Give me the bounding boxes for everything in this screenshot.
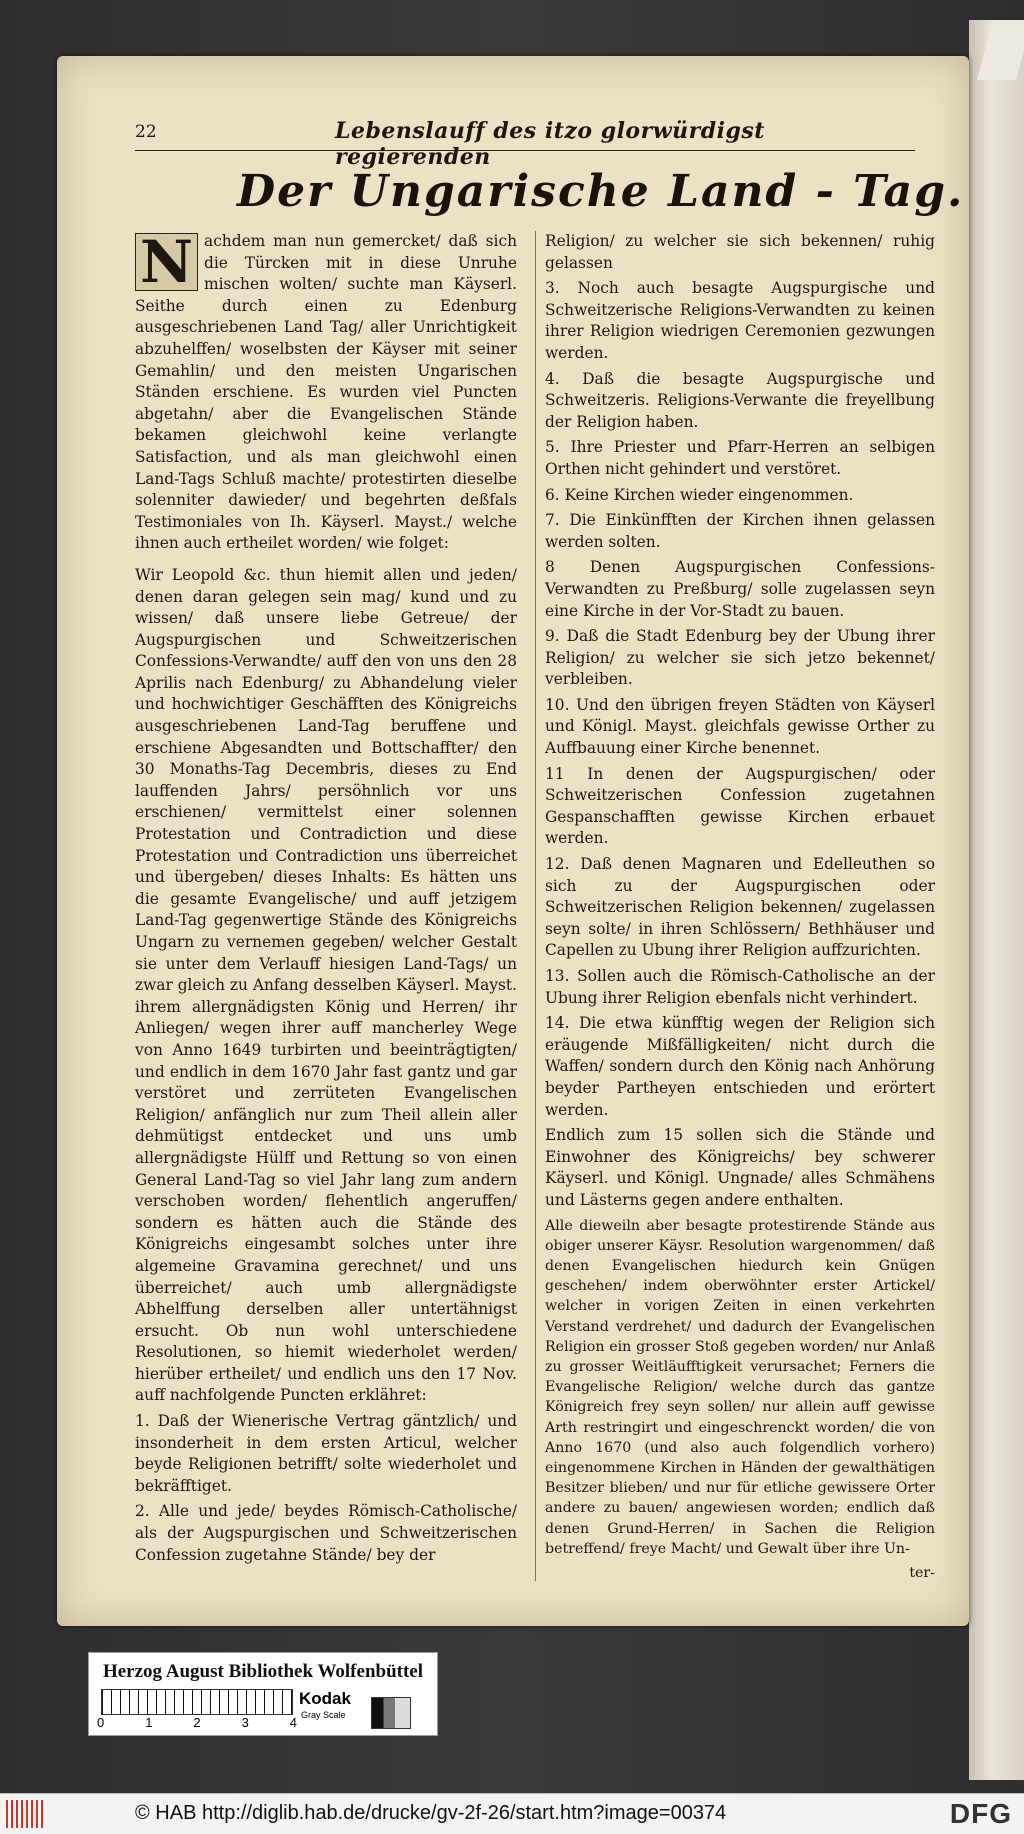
page-number: 22: [135, 122, 157, 142]
right-column: [545, 231, 935, 1587]
list-item: 14. Die etwa künfftig wegen der Religion sich eräugende Mißfälligkeiten/ nicht durch die Waffen/ sondern durch den König nach Anhörung beyder Partheyen entschieden und erörtert werden.: [545, 1014, 935, 1119]
list-item: 2. Alle und jede/ beydes Römisch-Catholische/ als der Augspurgischen und Schweitzerischen Confession zugetahne Stände/ bey der: [135, 1502, 517, 1564]
scanned-page: [57, 56, 969, 1626]
list-item: 8 Denen Augspurgischen Confessions-Verwandten zu Preßburg/ solle zugelassen seyn eine Kirche in der Vor-Stadt zu bauen.: [545, 558, 935, 620]
catchword: ter-: [909, 1564, 935, 1581]
ruler-number: 1: [145, 1715, 153, 1730]
ruler-number: 2: [193, 1715, 201, 1730]
list-item: 7. Die Einkünfften der Kirchen ihnen gelassen werden solten.: [545, 511, 935, 551]
list-item: 10. Und den übrigen freyen Städten von Käyserl und Königl. Mayst. gleichfals gewisse Orther zu Auffbauung einer Kirche benennet.: [545, 695, 935, 758]
list-item: 9. Daß die Stadt Edenburg bey der Ubung ihrer Religion/ zu welcher sie sich jetzo bekennet/ verbleiben.: [545, 627, 935, 689]
continuation-text: Religion/ zu welcher sie sich bekennen/ ruhig gelassen: [545, 232, 935, 272]
gray-scale-label: Gray Scale: [301, 1710, 346, 1720]
list-item: 4. Daß die besagte Augspurgische und Schweitzeris. Religions-Verwante die freyellbung der Religion haben.: [545, 369, 935, 431]
list-item: 11 In denen der Augspurgischen/ oder Schweitzerischen Confession zugetahnen Gespanschafften gewisse Kirchen erbauet werden.: [545, 764, 935, 848]
left-column: [135, 228, 518, 1570]
intro-paragraph: [135, 228, 517, 555]
ruler-number: 0: [97, 1715, 105, 1730]
list-item: 13. Sollen auch die Römisch-Catholische an der Ubung ihrer Religion ebenfals nicht verhindert.: [545, 967, 935, 1007]
ruler-numbers: [97, 1715, 297, 1730]
list-item: 12. Daß denen Magnaren und Edelleuthen so sich zu der Augspurgischen oder Schweitzerischen Religion bekennen/ zugelassen seyn solte/ in ihren Schlössern/ Bethhäuser und Capellen zu Ubung ihrer Religion auffzurichten.: [545, 855, 935, 960]
column-divider: [535, 231, 536, 1581]
color-calibration-plate: [88, 1652, 438, 1736]
hab-logo-icon: [6, 1800, 44, 1828]
list-item: 6. Keine Kirchen wieder eingenommen.: [545, 485, 854, 504]
dfg-logo: DFG: [949, 1798, 1012, 1829]
closing-paragraph: Endlich zum 15 sollen sich die Stände und Einwohner des Königreichs/ bey schwerer Käyserl. und Königl. Ungnade/ alles Schmähens und Lästerns gegen andere enthalten.: [545, 1126, 935, 1209]
gray-swatch: [371, 1697, 411, 1729]
edict-paragraph: [135, 565, 517, 1407]
ruler-scale: [101, 1689, 293, 1715]
chapter-title: Der Ungarische Land - Tag.: [237, 166, 965, 217]
intro-text: achdem man nun gemercket/ daß sich die Türcken mit in diese Unruhe mischen wolten/ suchte man Käyserl. Seithe durch einen zu Edenburg ausgeschriebenen Land Tag/ aller Unrichtigkeit abzuhelffen/ woselbsten der Käyser mit seiner Gemahlin/ und den meisten Ungarischen Ständen erschiene. Es wurden viel Puncten abgetahn/ aber die Evangelischen Stände bekamen gleichwohl keine verlangte Satisfaction, und als man gleichwohl einen Land-Tags Schluß machte/ protestirten dieselbe solenniter dawieder/ und begehrten deßfals Testimoniales von Ih. Käyserl. Mayst./ welche ihnen auch ertheilet worden/ wie folget:: [135, 232, 517, 553]
list-item: 5. Ihre Priester und Pfarr-Herren an selbigen Orthen nicht gehindert und verstöret.: [545, 438, 935, 478]
drop-cap-n: N: [135, 233, 198, 291]
small-print-paragraph: Alle dieweiln aber besagte protestirende Stände aus obiger unserer Käysr. Resolution wargenommen/ daß denen Evangelischen hiedurch kein Gnügen geschehen/ indem oberwöhnter erster Artickel/ welcher in vorigen Zeiten in einen verkehrten Verstand verdrehet/ und dadurch der Evangelischen Religion ein grosser Stoß gegeben worden/ nur Anlaß zu grosser Weitläufftigkeit verursachet; Ferners die Evangelische Religion/ welche durch das gantze Königreich frey seyn sollen/ nur allein auff gewisse Arth restringirt und eingeschrenckt worden/ die von Anno 1670 (und also auch folgendlich vorhero) eingenommene Kirchen in Händen der gewalthätigen Besitzer blieben/ und nur für etliche gewissere Orter andere zu bauen/ angewiesen worden; endlich daß denen Grund-Herren/ in Sachen die Religion betreffend/ freye Macht/ und Gewalt über ihre Un-: [545, 1217, 935, 1557]
list-item: 3. Noch auch besagte Augspurgische und Schweitzerische Religions-Verwandten zu keinen ihrer Religion wiedrigen Ceremonien gezwungen werden.: [545, 279, 935, 362]
copyright-link[interactable]: © HAB http://diglib.hab.de/drucke/gv-2f-26/start.htm?image=00374: [135, 1802, 727, 1824]
next-page-edge: [969, 20, 1024, 1780]
kodak-brand: Kodak: [299, 1689, 351, 1708]
page-header: [135, 116, 915, 170]
viewer-footer: [0, 1793, 1024, 1834]
ruler-number: 3: [241, 1715, 249, 1730]
plate-title: Herzog August Bibliothek Wolfenbüttel: [102, 1661, 424, 1682]
edict-text: Wir Leopold &c. thun hiemit allen und jeden/ denen daran gelegen sein mag/ kund und zu wissen/ daß unsere liebe Getreue/ der Augspurgischen und Schweitzerischen Confessions-Verwandte/ auff den von uns den 28 Aprilis nach Edenburg/ zu Abhandelung vieler und hochwichtiger Geschäfften des Königreichs ausgeschriebenen Land-Tag beruffene und erschiene Abgesandten und Bottschaffter/ den 30 Monaths-Tag Decembris, dieses zu End lauffenden Jahrs/ persöhnlich vor uns erschienen/ vermittelst einer solennen Protestation und Contradiction und diese Protestation und Contradiction uns überreichet und übergeben/ dieses Inhalts: Es hätten uns die gesamte Evangelische/ und auff jetzigem Land-Tag gegenwertige Stände des Königreichs Ungarn zu vernemen gegeben/ welcher Gestalt sie unter dem Verlauff hiesigen Land-Tags/ un zwar gleich zu Anfang desselben Käyserl. Mayst. ihrem allergnädigsten König und Herren/ ihr Anliegen/ wegen ihrer auff mancherley Wege von Anno 1649 turbirten und beeinträgtigten/ und endlich in dem 1670 Jahr fast gantz und gar verstöret und zerrüteten Evangelischen Religion/ anfänglich nur zum Theil allein aller dehmütigst entdecket und uns umb allergnädigste Hülff und Rettung so von einen General Land-Tag so viel Jahr lang zum andern verschoben worden/ flehentlich angeruffen/ sondern es hätten auch die Stände des Königreichs eingesambt solches unter ihre algemeine Gravamina gerechnet/ und uns überreichet/ auch umb allergnädigste Abhelffung derselben aller untertähnigst ersucht. Ob nun wohl unterschiedene Resolutionen, so hiemit wiederholet werden/ hierüber ertheilet/ und endlich uns den 17 Nov. auff nachfolgende Puncten erklähret:: [135, 565, 518, 1405]
ruler-number: 4: [289, 1715, 297, 1730]
running-head: Lebenslauff des itzo glorwürdigst regierenden: [335, 118, 765, 170]
list-item: 1. Daß der Wienerische Vertrag gäntzlich/ und insonderheit in dem ersten Articul, welcher beyde Religionen betrifft/ solte wiederholet und bekräfftiget.: [135, 1412, 517, 1495]
